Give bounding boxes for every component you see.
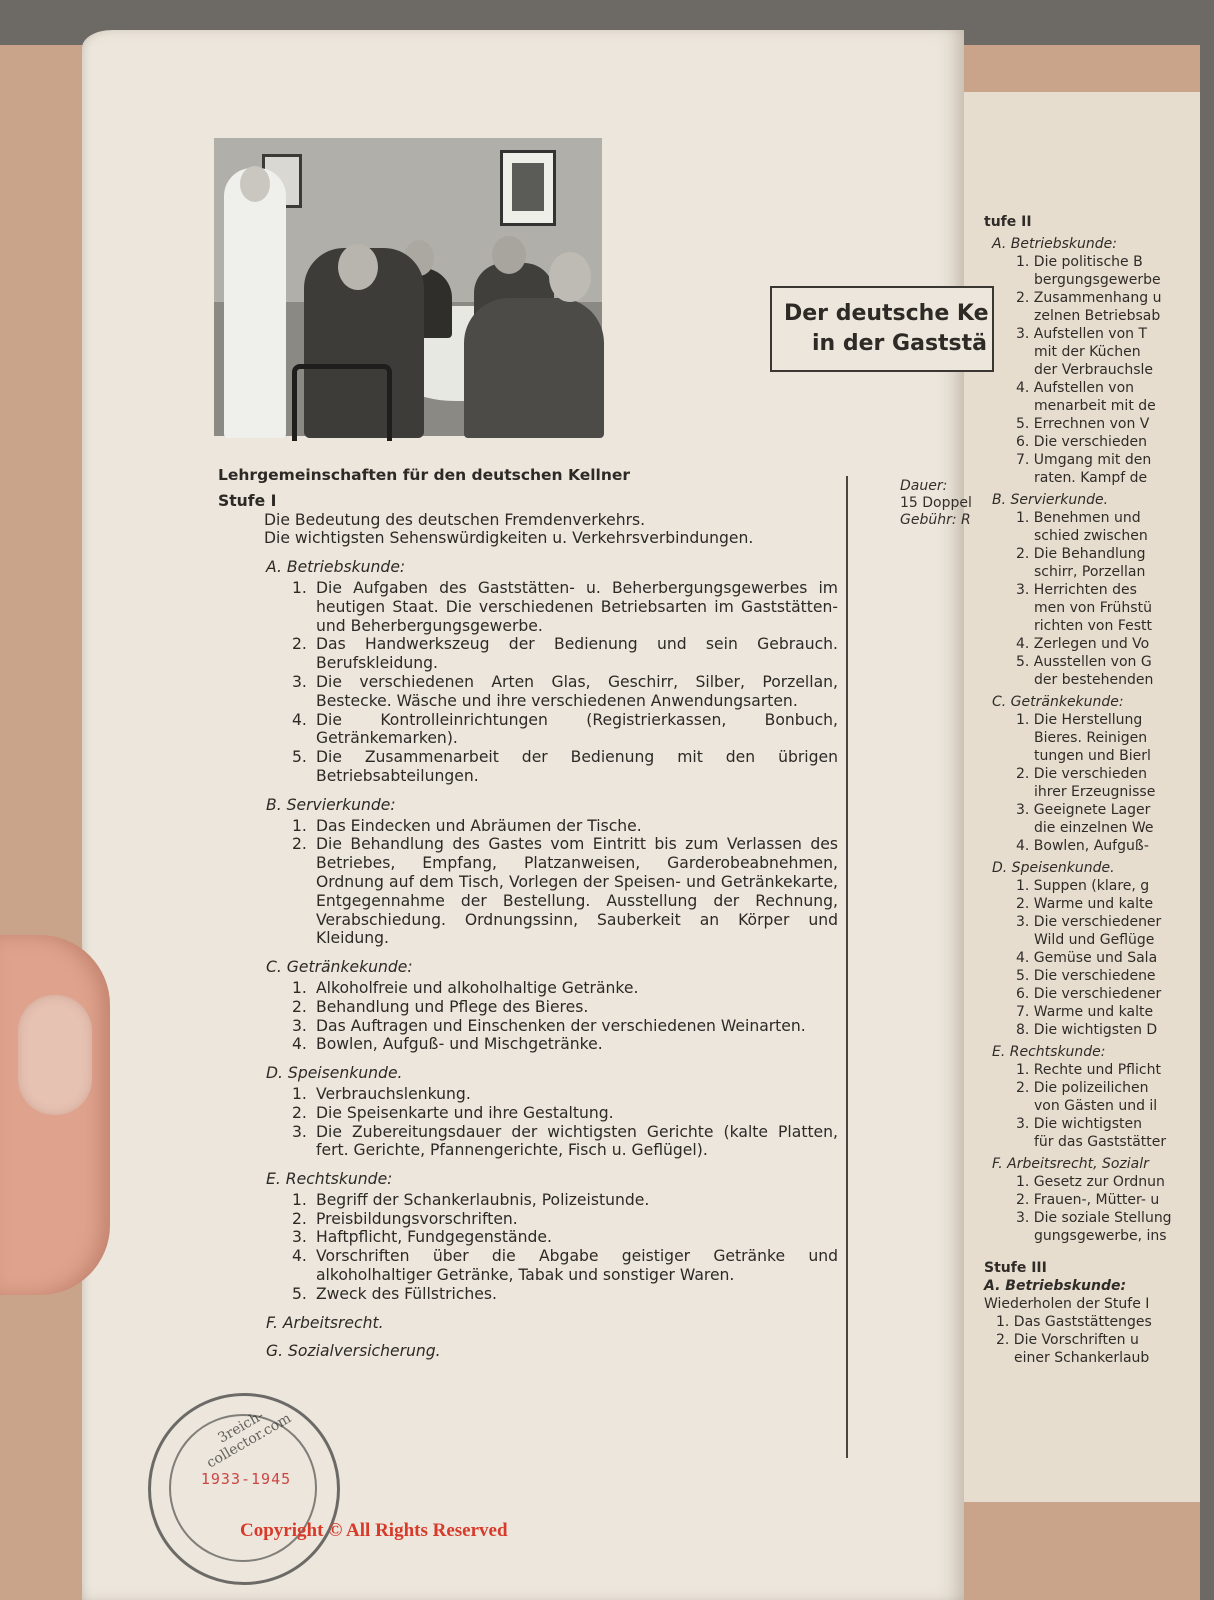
right-page-line: 2. Zusammenhang u	[1016, 290, 1162, 306]
right-page-line: 3. Geeignete Lager	[1016, 802, 1151, 818]
right-page-line: der Verbrauchsle	[1034, 362, 1154, 378]
right-page-line: A. Betriebskunde:	[992, 236, 1117, 252]
right-page-line: 1. Die Herstellung	[1016, 712, 1143, 728]
right-page-line: 6. Die verschieden	[1016, 434, 1147, 450]
item-text: Das Eindecken und Abräumen der Tische.	[316, 816, 642, 835]
item-number: 1.	[292, 578, 307, 597]
right-page-line: 2. Frauen-, Mütter- u	[1016, 1192, 1160, 1208]
right-page-line: 7. Warme und kalte	[1016, 1004, 1154, 1020]
item-number: 2.	[292, 1209, 307, 1228]
fee-label: Gebühr: R	[900, 512, 971, 528]
title-line-2: in der Gaststä	[812, 331, 988, 356]
right-page-line: B. Servierkunde.	[992, 492, 1109, 508]
right-page-line: 2. Warme und kalte	[1016, 896, 1154, 912]
right-page-line: Wiederholen der Stufe I	[984, 1296, 1150, 1312]
copyright-notice: Copyright © All Rights Reserved	[240, 1520, 508, 1541]
right-page-line: gungsgewerbe, ins	[1034, 1228, 1167, 1244]
section-label: B. Servierkunde:	[266, 795, 396, 814]
sections	[218, 558, 838, 1361]
list-item	[218, 673, 838, 711]
list-item	[218, 579, 838, 635]
right-page-line: 1. Gesetz zur Ordnun	[1016, 1174, 1165, 1190]
item-number: 3.	[292, 1016, 307, 1035]
item-text: Das Handwerkszeug der Bedienung und sein Gebrauch. Berufskleidung.	[316, 635, 838, 673]
right-page-line: 1. Das Gaststättenges	[996, 1314, 1152, 1330]
right-page-line: F. Arbeitsrecht, Sozialr	[992, 1156, 1149, 1172]
list-item	[218, 817, 838, 836]
item-text: Die Speisenkarte und ihre Gestaltung.	[316, 1103, 614, 1122]
right-page-line: A. Betriebskunde:	[984, 1278, 1127, 1294]
right-page-line: 2. Die verschieden	[1016, 766, 1147, 782]
section	[218, 1170, 838, 1304]
right-page-line: 3. Die soziale Stellung	[1016, 1210, 1172, 1226]
right-page-line: zelnen Betriebsab	[1034, 308, 1161, 324]
right-page-line: 6. Die verschiedener	[1016, 986, 1162, 1002]
intro-line: Die wichtigsten Sehenswürdigkeiten u. Verkehrsverbindungen.	[264, 529, 754, 548]
right-page-line: E. Rechtskunde:	[992, 1044, 1106, 1060]
item-number: 1.	[292, 1084, 307, 1103]
item-text: Haftpflicht, Fundgegenstände.	[316, 1228, 552, 1247]
photo-chair	[292, 364, 392, 441]
right-page-line: mit der Küchen	[1034, 344, 1141, 360]
right-page-line: C. Getränkekunde:	[992, 694, 1124, 710]
list-item	[218, 979, 838, 998]
item-number: 3.	[292, 1228, 307, 1247]
item-number: 1.	[292, 1190, 307, 1209]
right-page-text	[984, 205, 1214, 1367]
right-page-line: 7. Umgang mit den	[1016, 452, 1152, 468]
right-page-line: 3. Die wichtigsten	[1016, 1116, 1142, 1132]
title-line-1: Der deutsche Ke	[784, 301, 989, 326]
page-heading: Lehrgemeinschaften für den deutschen Kellner	[218, 466, 631, 484]
right-page-line: tungen und Bierl	[1034, 748, 1151, 764]
item-text: Die Zusammenarbeit der Bedienung mit den übrigen Betriebsabteilungen.	[316, 748, 838, 785]
course-content	[218, 466, 838, 1363]
right-page	[960, 92, 1200, 1502]
item-number: 3.	[292, 1122, 307, 1141]
stage-heading: Stufe I	[218, 491, 277, 510]
item-text: Die Behandlung des Gastes vom Eintritt bis zum Verlassen des Betriebes, Empfang, Platzanweisen, Garderobeabnehmen, Ordnung auf dem Tisch, Vorlegen der Speisen- und Getränkekarte, Entgegennahme der Bestellung. Ausstellung der Rechnung, Verabschiedung. Ordnungssinn, Sauberkeit an Körper und Kleidung.	[316, 835, 838, 948]
section-label: F. Arbeitsrecht.	[266, 1313, 384, 1332]
list-item	[218, 635, 838, 673]
vertical-divider	[846, 476, 848, 1458]
section-label: D. Speisenkunde.	[266, 1064, 403, 1083]
photo-picture-frame	[500, 150, 556, 226]
section-label: G. Sozialversicherung.	[266, 1342, 441, 1361]
right-page-line: menarbeit mit de	[1034, 398, 1156, 414]
right-page-line: 2. Die polizeilichen	[1016, 1080, 1149, 1096]
right-page-line: 3. Herrichten des	[1016, 582, 1137, 598]
right-page-line: die einzelnen We	[1034, 820, 1154, 836]
item-text: Preisbildungsvorschriften.	[316, 1209, 518, 1228]
right-page-line: 4. Gemüse und Sala	[1016, 950, 1158, 966]
item-text: Vorschriften über die Abgabe geistiger Getränke und alkoholhaltiger Getränke, Tabak und sonstiger Waren.	[316, 1247, 838, 1285]
item-number: 1.	[292, 978, 307, 997]
right-page-line: D. Speisenkunde.	[992, 860, 1115, 876]
item-text: Begriff der Schankerlaubnis, Polizeistunde.	[316, 1190, 650, 1209]
duration-label: Dauer:	[900, 478, 948, 494]
right-page-line: 3. Die verschiedener	[1016, 914, 1162, 930]
item-text: Die verschiedenen Arten Glas, Geschirr, Silber, Porzellan, Bestecke. Wäsche und ihre verschiedenen Anwendungsarten.	[316, 672, 838, 710]
list-item	[218, 1085, 838, 1104]
item-text: Das Auftragen und Einschenken der verschiedenen Weinarten.	[316, 1016, 806, 1035]
right-page-line: ihrer Erzeugnisse	[1034, 784, 1156, 800]
right-page-line: 1. Rechte und Pflicht	[1016, 1062, 1161, 1078]
right-page-line: Stufe III	[984, 1260, 1047, 1276]
title-box	[770, 286, 994, 372]
section	[218, 558, 838, 786]
right-page-line: Wild und Geflüge	[1034, 932, 1155, 948]
section	[218, 958, 838, 1054]
item-number: 5.	[292, 748, 307, 767]
list-item	[218, 1228, 838, 1247]
left-page	[82, 30, 989, 1600]
list-item	[218, 1035, 838, 1054]
holding-thumb	[0, 935, 110, 1295]
list-item	[218, 1191, 838, 1210]
right-page-line: Bieres. Reinigen	[1034, 730, 1148, 746]
item-number: 5.	[292, 1284, 307, 1303]
item-text: Die Kontrolleinrichtungen (Registrierkassen, Bonbuch, Getränkemarken).	[316, 710, 838, 748]
list-item	[218, 1285, 838, 1304]
waiter-photo	[214, 138, 602, 436]
right-page-line: 5. Die verschiedene	[1016, 968, 1156, 984]
right-page-line: der bestehenden	[1034, 672, 1154, 688]
right-page-line: von Gästen und il	[1034, 1098, 1158, 1114]
right-page-line: 5. Errechnen von V	[1016, 416, 1150, 432]
item-text: Die Zubereitungsdauer der wichtigsten Gerichte (kalte Platten, fert. Gerichte, Pfannengerichte, Fisch u. Geflügel).	[316, 1122, 838, 1160]
stamp-text: 3reich-collector.com	[204, 1407, 294, 1472]
list-item	[218, 1210, 838, 1229]
item-text: Behandlung und Pflege des Bieres.	[316, 997, 589, 1016]
section-label: A. Betriebskunde:	[266, 558, 406, 577]
right-page-line: 3. Aufstellen von T	[1016, 326, 1148, 342]
right-page-line: bergungsgewerbe	[1034, 272, 1161, 288]
list-item	[218, 1017, 838, 1036]
item-text: Die Aufgaben des Gaststätten- u. Beherbergungsgewerbes im heutigen Staat. Die verschiedenen Betriebsarten im Gaststätten- und Beherbergungsgewerbe.	[316, 578, 838, 635]
section	[218, 1064, 838, 1160]
item-number: 4.	[292, 710, 307, 729]
section	[218, 796, 838, 948]
list-item	[218, 998, 838, 1017]
course-info	[900, 478, 980, 529]
right-page-line: 1. Suppen (klare, g	[1016, 878, 1150, 894]
right-page-line: für das Gaststätter	[1034, 1134, 1167, 1150]
intro-line: Die Bedeutung des deutschen Fremdenverkehrs.	[264, 510, 646, 529]
right-page-line: 2. Die Vorschriften u	[996, 1332, 1139, 1348]
right-page-line: 4. Zerlegen und Vo	[1016, 636, 1150, 652]
item-text: Verbrauchslenkung.	[316, 1084, 471, 1103]
right-page-line: 5. Ausstellen von G	[1016, 654, 1152, 670]
list-item	[218, 835, 838, 948]
list-item	[218, 1123, 838, 1161]
item-number: 2.	[292, 835, 307, 854]
watermark-stamp	[148, 1393, 340, 1585]
item-number: 2.	[292, 997, 307, 1016]
item-number: 3.	[292, 672, 307, 691]
right-page-line: men von Frühstü	[1034, 600, 1152, 616]
item-text: Alkoholfreie und alkoholhaltige Getränke.	[316, 978, 639, 997]
right-page-line: 4. Aufstellen von	[1016, 380, 1135, 396]
right-page-line: 2. Die Behandlung	[1016, 546, 1146, 562]
section	[218, 1314, 838, 1333]
item-number: 1.	[292, 816, 307, 835]
right-page-line: schied zwischen	[1034, 528, 1148, 544]
section	[218, 1342, 838, 1361]
right-page-line: 1. Benehmen und	[1016, 510, 1141, 526]
list-item	[218, 748, 838, 786]
photo-guest	[464, 298, 604, 438]
right-page-line: raten. Kampf de	[1034, 470, 1148, 486]
list-item	[218, 1247, 838, 1285]
duration-value: 15 Doppel	[900, 495, 972, 511]
item-text: Zweck des Füllstriches.	[316, 1284, 497, 1303]
right-page-line: 8. Die wichtigsten D	[1016, 1022, 1158, 1038]
photo-waiter	[224, 168, 286, 438]
item-number: 2.	[292, 1103, 307, 1122]
item-number: 2.	[292, 635, 307, 654]
section-label: C. Getränkekunde:	[266, 958, 413, 977]
right-page-line: richten von Festt	[1034, 618, 1152, 634]
stamp-years: 1933-1945	[200, 1470, 292, 1488]
section-label: E. Rechtskunde:	[266, 1170, 393, 1189]
list-item	[218, 711, 838, 749]
list-item	[218, 1104, 838, 1123]
item-text: Bowlen, Aufguß- und Mischgetränke.	[316, 1035, 603, 1054]
item-number: 4.	[292, 1035, 307, 1054]
item-number: 4.	[292, 1247, 307, 1266]
right-page-line: tufe II	[984, 214, 1032, 230]
right-page-line: einer Schankerlaub	[1014, 1350, 1150, 1366]
right-page-line: 1. Die politische B	[1016, 254, 1143, 270]
right-page-line: schirr, Porzellan	[1034, 564, 1146, 580]
right-page-line: 4. Bowlen, Aufguß-	[1016, 838, 1149, 854]
